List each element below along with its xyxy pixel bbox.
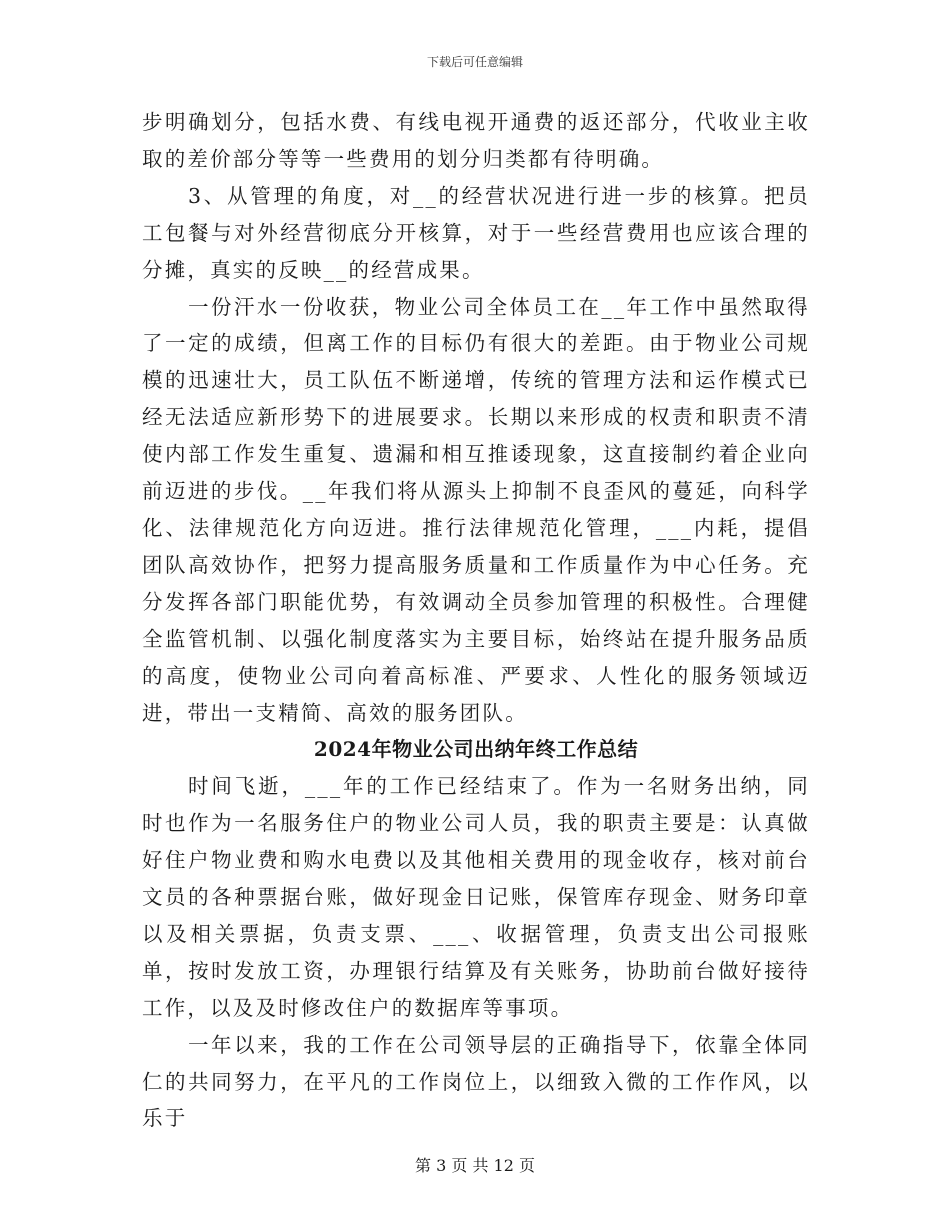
paragraph-duties: 时间飞逝，___年的工作已经结束了。作为一名财务出纳，同时也作为一名服务住户的物业公司人员，我的职责主要是：认真做好住户物业费和购水电费以及其他相关费用的现金收存，核对前台文员的各种票据台账，做好现金日记账，保管库存现金、财务印章以及相关票据，负责支票、___、收据管理，负责支出公司报账单，按时发放工资，办理银行结算及有关账务，协助前台做好接待工作，以及及时修改住户的数据库等事项。 <box>142 774 810 1020</box>
paragraph-item-3: 3、从管理的角度，对__的经营状况进行进一步的核算。把员工包餐与对外经营彻底分开核算，对于一些经营费用也应该合理的分摊，真实的反映__的经营成果。 <box>142 183 810 282</box>
document-body <box>142 104 810 1137</box>
page-header-note: 下载后可任意编辑 <box>426 55 523 69</box>
paragraph-summary: 一份汗水一份收获，物业公司全体员工在__年工作中虽然取得了一定的成绩，但离工作的目标仍有很大的差距。由于物业公司规模的迅速壮大，员工队伍不断递增，传统的管理方法和运作模式已经无法适应新形势下的进展要求。长期以来形成的权责和职责不清使内部工作发生重复、遗漏和相互推诿现象，这直接制约着企业向前迈进的步伐。__年我们将从源头上抑制不良歪风的蔓延，向科学化、法律规范化方向迈进。推行法律规范化管理，___内耗，提倡团队高效协作，把努力提高服务质量和工作质量作为中心任务。充分发挥各部门职能优势，有效调动全员参加管理的积极性。合理健全监管机制、以强化制度落实为主要目标，始终站在提升服务品质的高度，使物业公司向着高标准、严要求、人性化的服务领域迈进，带出一支精简、高效的服务团队。 <box>142 294 810 725</box>
section-title: 2024年物业公司出纳年终工作总结 <box>313 737 639 762</box>
paragraph-year-review: 一年以来，我的工作在公司领导层的正确指导下，依靠全体同仁的共同努力，在平凡的工作岗位上，以细致入微的工作作风，以乐于 <box>142 1032 810 1131</box>
paragraph-continued: 步明确划分，包括水费、有线电视开通费的返还部分，代收业主收取的差价部分等等一些费用的划分归类都有待明确。 <box>142 110 810 171</box>
page-number: 第 3 页 共 12 页 <box>415 1156 535 1175</box>
